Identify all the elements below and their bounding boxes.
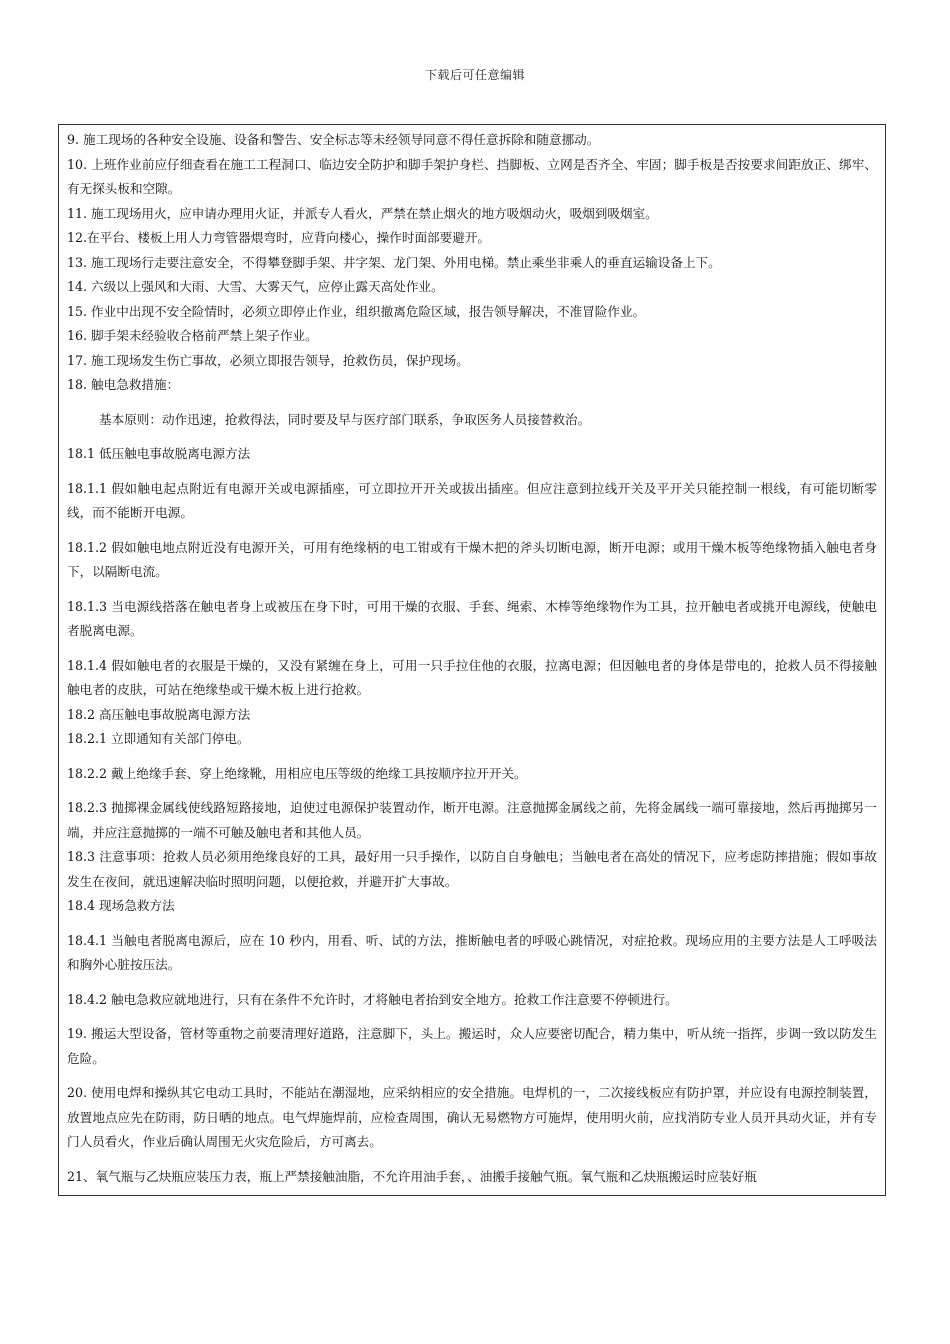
section-18-1-2: 18.1.2 假如触电地点附近没有电源开关，可用有绝缘柄的电工钳或有干燥木把的斧头切断电源，断开电源；或用干燥木板等绝缘物插入触电者身下，以隔断电流。	[67, 539, 877, 579]
section-18-4: 18.4 现场急救方法	[67, 898, 175, 913]
paragraph-20: 20. 使用电焊和操纵其它电动工具时，不能站在潮湿地，应采纳相应的安全措施。电焊机的一，二次接线板应有防护罩，并应设有电源控制装置，放置地点应先在防雨，防日晒的地点。电气焊施焊前，应检查周围，确认无易燃物方可施焊，使用明火前，应找消防专业人员开具动火证，并有专门人员看火，作业后确认周围无火灾危险后，方可离去。	[67, 1085, 877, 1149]
basic-principle: 基本原则：动作迅速，抢救得法，同时要及早与医疗部门联系，争取医务人员接替救治。	[99, 411, 591, 427]
paragraph-19: 19. 搬运大型设备，管材等重物之前要清理好道路，注意脚下，头上。搬运时，众人应要密切配合，精力集中，听从统一指挥，步调一致以防发生危险。	[67, 1026, 877, 1066]
section-18-4-2: 18.4.2 触电急救应就地进行，只有在条件不允许时，才将触电者抬到安全地方。抢救工作注意要不停顿进行。	[67, 991, 678, 1007]
paragraph-21: 21、氧气瓶与乙炔瓶应装压力表，瓶上严禁接触油脂，不允许用油手套，、油搬手接触气瓶。氧气瓶和乙炔瓶搬运时应装好瓶	[67, 1168, 757, 1184]
section-18-3: 18.3 注意事项：抢救人员必须用绝缘良好的工具，最好用一只手操作，以防自自身触电；当触电者在高处的情况下，应考虑防摔措施；假如事故发生在夜间，就迅速解决临时照明问题，以便抢救，并避开扩大事故。	[67, 849, 877, 889]
section-18-4-1: 18.4.1 当触电者脱离电源后，应在 10 秒内，用看、听、试的方法，推断触电者的呼吸心跳情况，对症抢救。现场应用的主要方法是人工呼吸法和胸外心脏按压法。	[67, 932, 877, 972]
section-18-1-1: 18.1.1 假如触电起点附近有电源开关或电源插座，可立即拉开开关或拔出插座。但应注意到拉线开关及平开关只能控制一根线，有可能切断零线，而不能断开电源。	[67, 480, 877, 520]
paragraph-14: 14. 六级以上强风和大雨、大雪、大雾天气，应停止露天高处作业。	[67, 279, 444, 294]
content-box	[58, 124, 886, 1196]
section-18-2-3: 18.2.3 抛掷裸金属线使线路短路接地，迫使过电源保护装置动作，断开电源。注意抛掷金属线之前，先将金属线一端可靠接地，然后再抛掷另一端，并应注意抛掷的一端不可触及触电者和其他人员。	[67, 800, 877, 840]
paragraph-10: 10. 上班作业前应仔细查看在施工工程洞口、临边安全防护和脚手架护身栏、挡脚板、立网是否齐全、牢固；脚手板是否按要求间距放正、绑牢、有无探头板和空隙。	[67, 156, 877, 196]
paragraph-11: 11. 施工现场用火，应申请办理用火证，并派专人看火，严禁在禁止烟火的地方吸烟动火，吸烟到吸烟室。	[67, 205, 658, 221]
page-header: 下载后可任意编辑	[424, 68, 525, 82]
paragraph-12: 12.在平台、楼板上用人力弯管器煨弯时，应背向楼心，操作时面部要避开。	[67, 230, 491, 245]
paragraph-15: 15. 作业中出现不安全险情时，必须立即停止作业，组织撤离危险区域，报告领导解决，不准冒险作业。	[67, 303, 646, 319]
paragraph-16: 16. 脚手架未经验收合格前严禁上架子作业。	[67, 328, 318, 343]
section-18-1-4: 18.1.4 假如触电者的衣服是干燥的，又没有紧缠在身上，可用一只手拉住他的衣服，拉离电源；但因触电者的身体是带电的，抢救人员不得接触触电者的皮肤，可站在绝缘垫或干燥木板上进行抢救。	[67, 657, 877, 697]
section-18-1-3: 18.1.3 当电源线搭落在触电者身上或被压在身下时，可用干燥的衣服、手套、绳索、木棒等绝缘物作为工具，拉开触电者或挑开电源线，使触电者脱离电源。	[67, 598, 877, 638]
paragraph-13: 13. 施工现场行走要注意安全，不得攀登脚手架、井字架、龙门架、外用电梯。禁止乘坐非乘人的垂直运输设备上下。	[67, 254, 721, 270]
paragraph-9: 9. 施工现场的各种安全设施、设备和警告、安全标志等未经领导同意不得任意拆除和随意挪动。	[67, 132, 600, 147]
section-18-2-1: 18.2.1 立即通知有关部门停电。	[67, 731, 250, 746]
paragraph-18: 18. 触电急救措施：	[67, 377, 180, 392]
section-18-1: 18.1 低压触电事故脱离电源方法	[67, 446, 251, 461]
paragraph-17: 17. 施工现场发生伤亡事故，必须立即报告领导，抢救伤员，保护现场。	[67, 352, 469, 368]
section-18-2: 18.2 高压触电事故脱离电源方法	[67, 706, 251, 722]
section-18-2-2: 18.2.2 戴上绝缘手套、穿上绝缘靴，用相应电压等级的绝缘工具按顺序拉开开关。	[67, 765, 527, 781]
